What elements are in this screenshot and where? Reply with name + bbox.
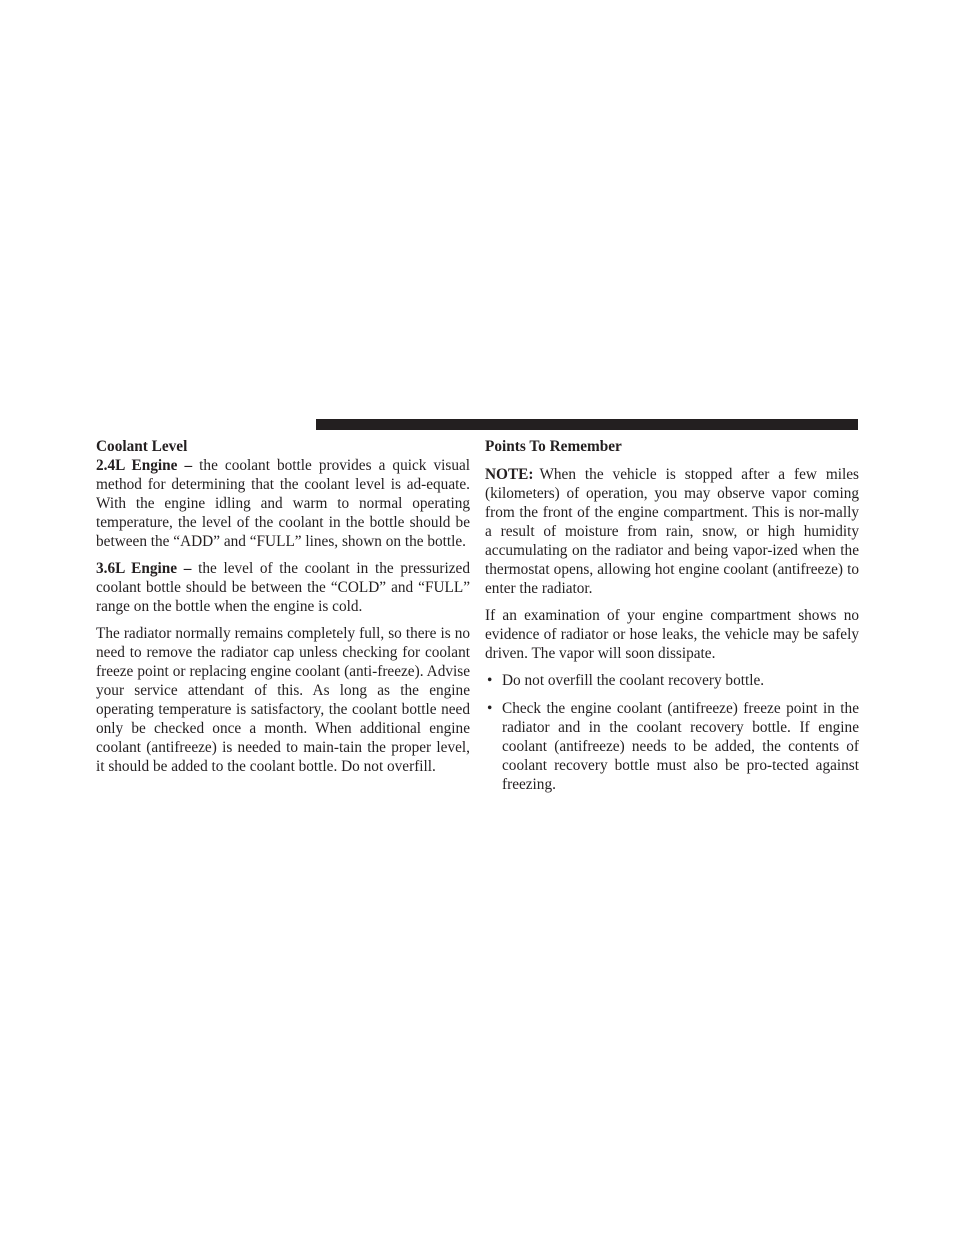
reminder-list [485,672,859,794]
left-column [96,438,470,785]
note-text: When the vehicle is stopped after a few miles (kilometers) of operation, you may observe vapor coming from the front of the engine compartment. This is nor-mally a result of moisture from rain, snow, or high humidity accumulating on the radiator and being vapor-ized when the thermostat opens, allowing hot engine coolant (antifreeze) to enter the radiator. [485,466,859,597]
section-header-rule [316,419,858,430]
engine-24l-paragraph [96,457,470,552]
engine-36l-lead: 3.6L Engine – [96,559,192,577]
points-to-remember-heading: Points To Remember [485,438,622,455]
coolant-level-heading: Coolant Level [96,438,188,455]
engine-36l-paragraph [96,560,470,617]
list-item [485,700,859,795]
note-label: NOTE: [485,466,534,484]
right-column [485,438,859,803]
note-paragraph [485,466,859,598]
bullet-icon: • [487,699,493,717]
engine-24l-text: the coolant bottle provides a quick visual method for determining that the coolant level is ad-equate. With the engine idling and warm to normal operating temperature, the level of the coolant in the bottle should be between the “ADD” and “FULL” lines, shown on the bottle. [96,456,471,550]
list-item-text: Check the engine coolant (antifreeze) freeze point in the radiator and in the coolant recovery bottle. If engine coolant (antifreeze) needs to be added, the contents of coolant recovery bottle must also be pro-tected against freezing. [502,699,859,793]
engine-36l-text: the level of the coolant in the pressurized coolant bottle should be between the “COLD” and “FULL” range on the bottle when the engine is cold. [96,559,470,615]
engine-24l-lead: 2.4L Engine – [96,456,193,474]
bullet-icon: • [487,672,493,690]
list-item-text: Do not overfill the coolant recovery bottle. [502,672,765,690]
radiator-paragraph: The radiator normally remains completely full, so there is no need to remove the radiator cap unless checking for coolant freeze point or replacing engine coolant (anti-freeze). Advise your service attendant of this. As long as the engine operating temperature is satisfactory, the coolant bottle need only be checked once a month. When additional engine coolant (antifreeze) is needed to main-tain the proper level, it should be added to the coolant bottle. Do not overfill. [96,625,470,775]
list-item [485,672,859,691]
engine-compartment-paragraph: If an examination of your engine compartment shows no evidence of radiator or hose leaks, the vehicle may be safely driven. The vapor will soon dissipate. [485,607,859,663]
